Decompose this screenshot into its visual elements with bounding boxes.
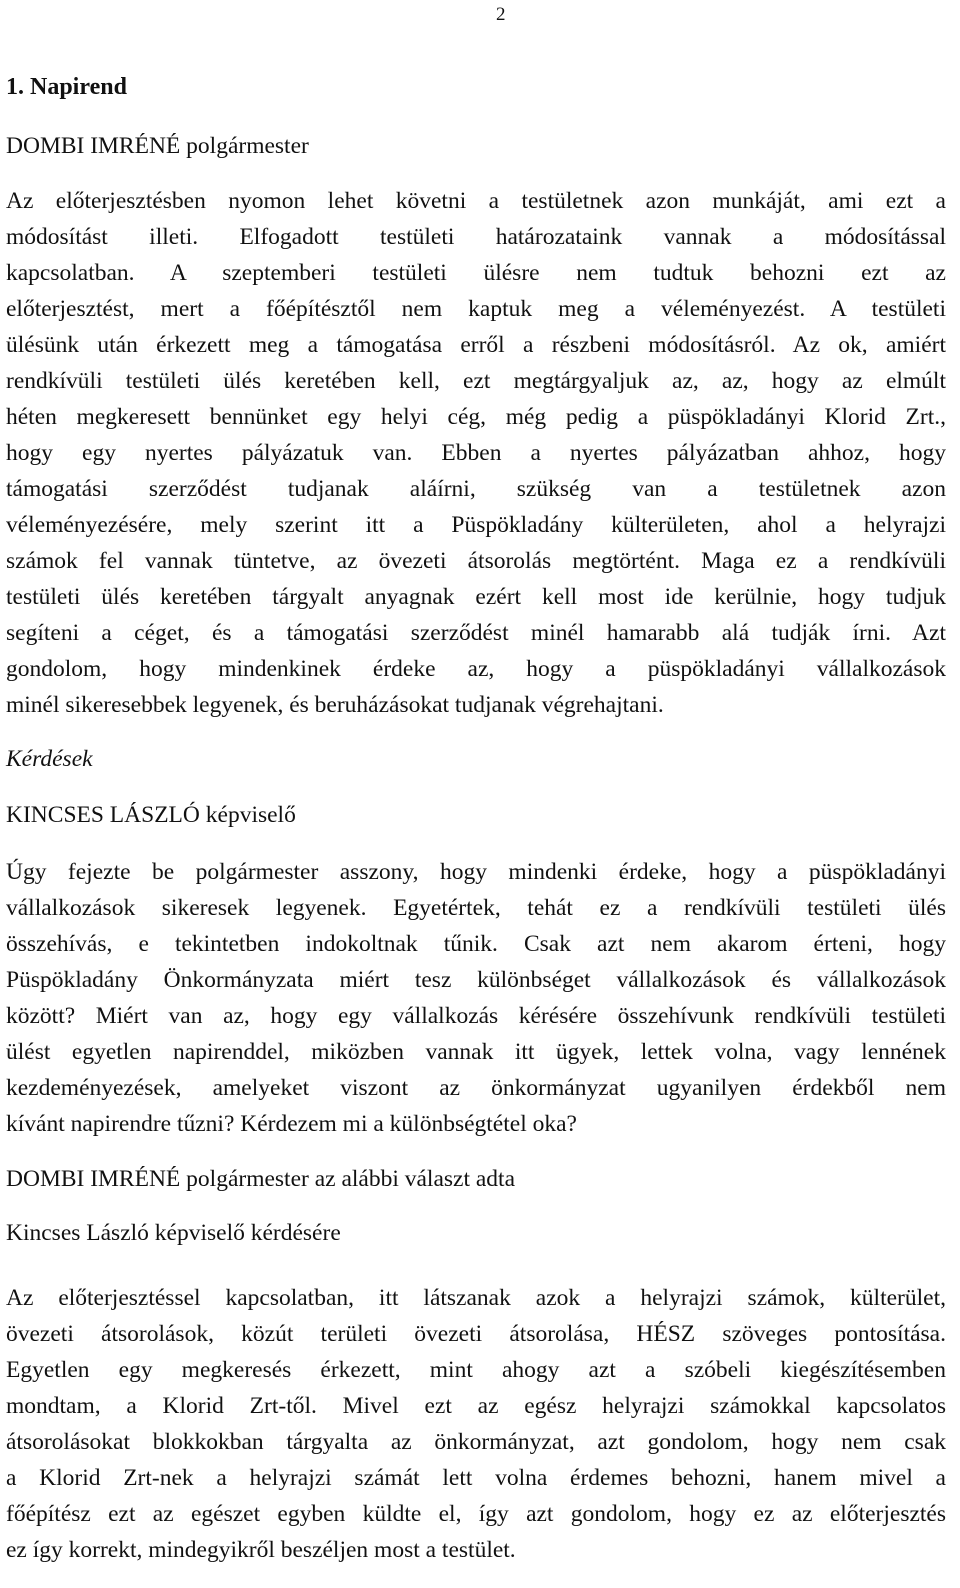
paragraph-line: gondolom, hogy mindenkinek érdeke az, hogy a püspökladányi vállalkozások bbox=[6, 656, 946, 682]
paragraph-line: Az előterjesztéssel kapcsolatban, itt látszanak azok a helyrajzi számok, külterület, bbox=[6, 1285, 946, 1311]
paragraph-line: Egyetlen egy megkeresés érkezett, mint ahogy azt a szóbeli kiegészítésemben bbox=[6, 1357, 946, 1383]
paragraph-line: rendkívüli testületi ülés keretében kell, ezt megtárgyaljuk az, az, hogy az elmúlt bbox=[6, 368, 946, 394]
agenda-heading: 1. Napirend bbox=[6, 74, 127, 100]
paragraph-line: héten megkeresett bennünket egy helyi cég, még pedig a püspökladányi Klorid Zrt., bbox=[6, 404, 946, 430]
speaker-name: DOMBI IMRÉNÉ polgármester az alábbi választ adta bbox=[6, 1166, 516, 1192]
paragraph-line: Az előterjesztésben nyomon lehet követni a testületnek azon munkáját, ami ezt a bbox=[6, 188, 946, 214]
paragraph-line: átsorolásokat blokkokban tárgyalta az önkormányzat, azt gondolom, hogy nem csak bbox=[6, 1429, 946, 1455]
paragraph-line: a Klorid Zrt-nek a helyrajzi számát lett volna érdemes behozni, hanem mivel a bbox=[6, 1465, 946, 1491]
speaker-name: DOMBI IMRÉNÉ polgármester bbox=[6, 133, 309, 159]
paragraph-line: hogy egy nyertes pályázatuk van. Ebben a nyertes pályázatban ahhoz, hogy bbox=[6, 440, 946, 466]
page-number: 2 bbox=[496, 4, 506, 25]
paragraph-line: ülésünk után érkezett meg a támogatása erről a részbeni módosításról. Az ok, amiért bbox=[6, 332, 946, 358]
paragraph-line: főépítész ezt az egészet egyben küldte el, így azt gondolom, hogy ez az előterjesztés bbox=[6, 1501, 946, 1527]
paragraph-line: ez így korrekt, mindegyikről beszéljen most a testület. bbox=[6, 1537, 516, 1563]
paragraph-line: vállalkozások sikeresek legyenek. Egyetértek, tehát ez a rendkívüli testületi ülés bbox=[6, 895, 946, 921]
paragraph-line: segíteni a céget, és a támogatási szerződést minél hamarabb alá tudják írni. Azt bbox=[6, 620, 946, 646]
paragraph-line: számok fel vannak tüntetve, az övezeti átsorolás megtörtént. Maga ez a rendkívüli bbox=[6, 548, 946, 574]
paragraph-line: előterjesztést, mert a főépítésztől nem kaptuk meg a véleményezést. A testületi bbox=[6, 296, 946, 322]
speaker-subtitle: Kincses László képviselő kérdésére bbox=[6, 1220, 341, 1246]
paragraph-line: Püspökladány Önkormányzata miért tesz különbséget vállalkozások és vállalkozások bbox=[6, 967, 946, 993]
paragraph-line: kezdeményezések, amelyeket viszont az önkormányzat ugyanilyen érdekből nem bbox=[6, 1075, 946, 1101]
paragraph-line: módosítást illeti. Elfogadott testületi határozataink vannak a módosítással bbox=[6, 224, 946, 250]
paragraph-line: minél sikeresebbek legyenek, és beruházásokat tudjanak végrehajtani. bbox=[6, 692, 664, 718]
paragraph-line: ülést egyetlen napirenddel, miközben vannak itt ügyek, lettek volna, vagy lennének bbox=[6, 1039, 946, 1065]
paragraph-line: kapcsolatban. A szeptemberi testületi ülésre nem tudtuk behozni ezt az bbox=[6, 260, 946, 286]
paragraph-line: Úgy fejezte be polgármester asszony, hogy mindenki érdeke, hogy a püspökladányi bbox=[6, 859, 946, 885]
speaker-name: KINCSES LÁSZLÓ képviselő bbox=[6, 802, 296, 828]
paragraph-line: kívánt napirendre tűzni? Kérdezem mi a különbségtétel oka? bbox=[6, 1111, 577, 1137]
paragraph-line: övezeti átsorolások, közút területi övezeti átsorolása, HÉSZ szöveges pontosítása. bbox=[6, 1321, 946, 1347]
paragraph-line: összehívás, e tekintetben indokoltnak tűnik. Csak azt nem akarom érteni, hogy bbox=[6, 931, 946, 957]
paragraph-line: támogatási szerződést tudjanak aláírni, szükség van a testületnek azon bbox=[6, 476, 946, 502]
questions-label: Kérdések bbox=[6, 746, 93, 772]
paragraph-line: között? Miért van az, hogy egy vállalkozás kérésére összehívunk rendkívüli testületi bbox=[6, 1003, 946, 1029]
paragraph-line: testületi ülés keretében tárgyalt anyagnak ezért kell most ide kerülnie, hogy tudjuk bbox=[6, 584, 946, 610]
paragraph-line: mondtam, a Klorid Zrt-től. Mivel ezt az egész helyrajzi számokkal kapcsolatos bbox=[6, 1393, 946, 1419]
paragraph-line: véleményezésére, mely szerint itt a Püspökladány külterületen, ahol a helyrajzi bbox=[6, 512, 946, 538]
